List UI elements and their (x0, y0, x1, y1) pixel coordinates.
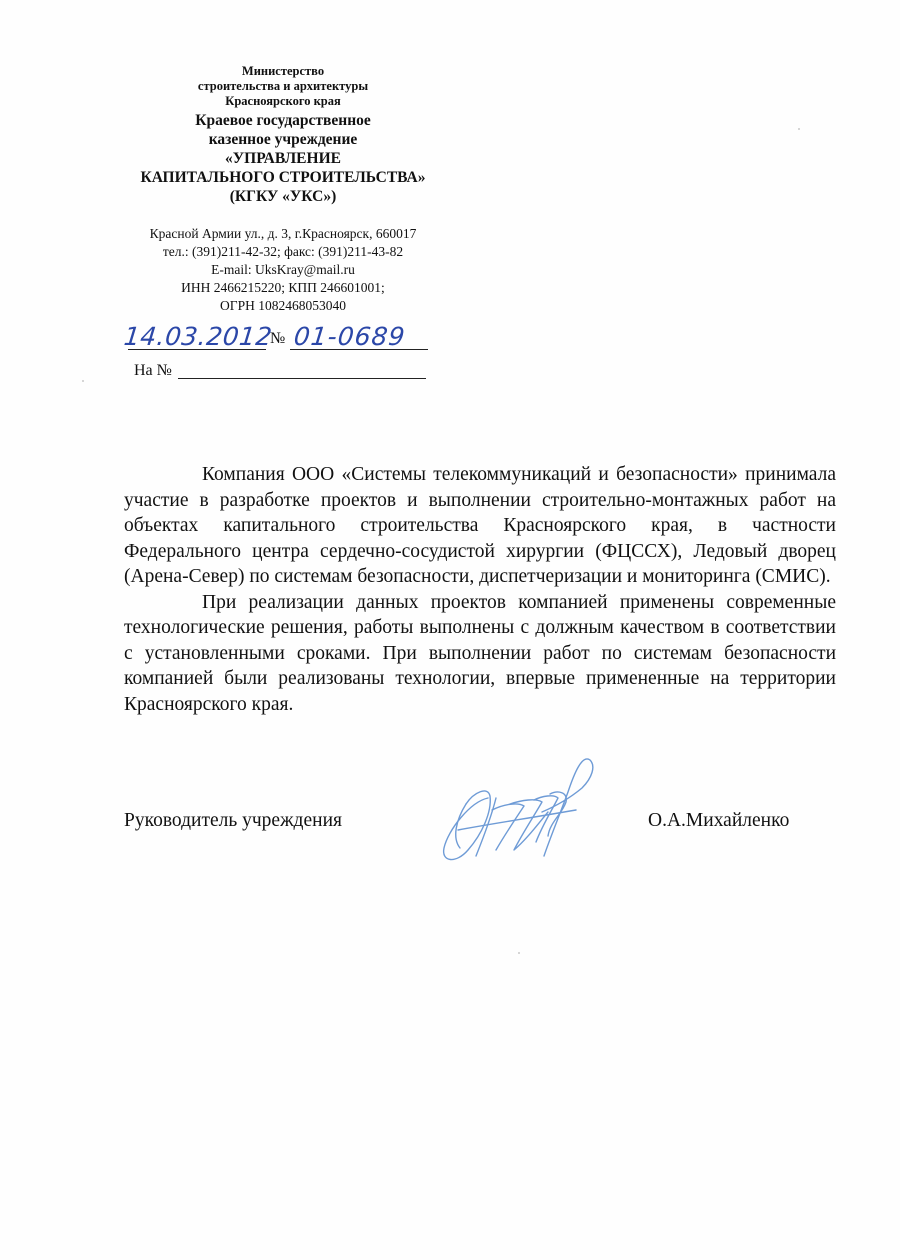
body-paragraph: Компания ООО «Системы телекоммуникаций и безопасности» принимала участие в разработке проектов и выполнении строительно-монтажных работ на объектах капитального строительства Красноярского края, в частности Федерального центра сердечно-сосудистой хирургии (ФЦССХ), Ледовый дворец (Арена-Север) по системам безопасности, диспетчеризации и мониторинга (СМИС). (124, 464, 836, 587)
handwritten-signature (430, 752, 605, 868)
registration-date: 14.03.2012 (122, 322, 274, 351)
inn-kpp-line: ИНН 2466215220; КПП 246601001; (181, 280, 385, 295)
paper-speck (518, 952, 520, 954)
ministry-line: строительства и архитектуры (197, 79, 369, 93)
letter-body (124, 462, 836, 717)
institution-line: (КГКУ «УКС») (229, 188, 337, 205)
institution-line: Краевое государственное (195, 112, 371, 129)
email-line: E-mail: UksKray@mail.ru (211, 262, 355, 277)
ministry-line: Красноярского края (225, 94, 341, 108)
institution-block (118, 111, 448, 206)
institution-line: «УПРАВЛЕНИЕ (225, 150, 341, 167)
contacts-block (118, 225, 448, 315)
signatory-position: Руководитель учреждения (124, 810, 342, 831)
address-line: Красной Армии ул., д. 3, г.Красноярск, 660017 (149, 226, 417, 241)
letterhead (118, 64, 448, 315)
ministry-block (118, 64, 448, 109)
ogrn-line: ОГРН 1082468053040 (220, 298, 346, 313)
number-label: № (270, 330, 286, 347)
number-underline (290, 349, 428, 350)
registration-number: 01-0689 (292, 322, 407, 351)
reference-underline (178, 378, 426, 379)
date-underline (128, 349, 266, 350)
reference-label: На № (134, 362, 172, 379)
signatory-name: О.А.Михайленко (648, 810, 790, 831)
ministry-line: Министерство (241, 64, 325, 78)
reference-row (134, 362, 434, 382)
phone-fax-line: тел.: (391)211-42-32; факс: (391)211-43-82 (162, 244, 404, 259)
paper-speck (82, 380, 84, 382)
institution-line: казенное учреждение (208, 131, 358, 148)
institution-line: КАПИТАЛЬНОГО СТРОИТЕЛЬСТВА» (140, 169, 426, 186)
registration-row (124, 322, 434, 354)
body-paragraph: При реализации данных проектов компанией применены современные технологические решения, работы выполнены с должным качеством в соответствии с установленными сроками. При выполнении работ по системам безопасности компанией были реализованы технологии, впервые примененные на территории Красноярского края. (124, 591, 836, 715)
paper-speck (798, 128, 800, 130)
